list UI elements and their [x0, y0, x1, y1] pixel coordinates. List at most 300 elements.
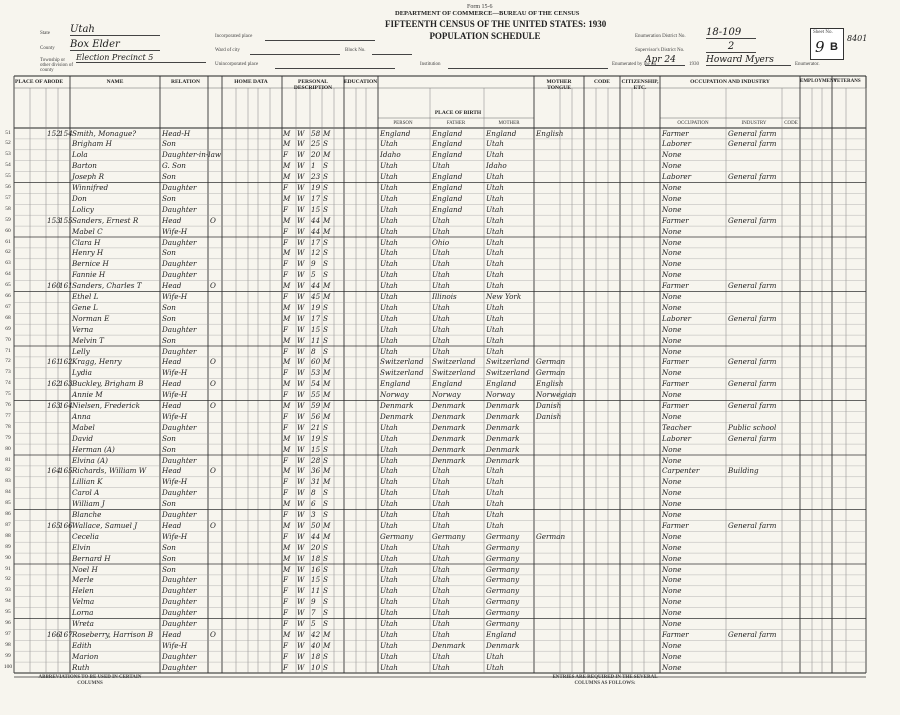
- race: W: [297, 444, 305, 454]
- marital-status: M: [323, 128, 331, 138]
- row-number: 86: [5, 511, 11, 517]
- industry: General farm: [728, 215, 777, 225]
- person-name: Lelly: [72, 346, 90, 356]
- race: W: [297, 270, 305, 280]
- sex: F: [283, 226, 288, 236]
- occupation-head: OCCUPATION: [677, 121, 709, 126]
- occupation: None: [662, 488, 682, 498]
- enumerated-label: Enumerated by me on: [612, 62, 657, 67]
- birthplace-father: Switzerland: [432, 357, 476, 367]
- occupation: None: [662, 597, 682, 607]
- department-title: DEPARTMENT OF COMMERCE—BUREAU OF THE CENSUS: [395, 10, 580, 17]
- occupation: None: [662, 390, 682, 400]
- age: 50: [311, 520, 321, 530]
- sex: M: [283, 433, 291, 443]
- occupation: Laborer: [662, 139, 692, 149]
- row-number: 78: [5, 423, 11, 430]
- sex: F: [283, 390, 288, 400]
- person-name: Brigham H: [72, 139, 112, 149]
- tenure: O: [210, 215, 216, 225]
- person-name: Annie M: [72, 390, 103, 400]
- birthplace-person: Utah: [380, 215, 398, 225]
- sex: M: [283, 161, 291, 171]
- age: 12: [311, 248, 321, 258]
- birthplace-father: Utah: [432, 597, 450, 607]
- race: W: [297, 466, 305, 476]
- dwelling-number: 165: [47, 520, 61, 530]
- birthplace-person: Denmark: [380, 401, 414, 410]
- birthplace-person: Utah: [380, 564, 398, 574]
- marital-status: S: [323, 499, 328, 509]
- person-name: Gene L: [72, 302, 98, 312]
- relation: Son: [162, 193, 176, 203]
- industry-head: INDUSTRY: [741, 121, 767, 126]
- marital-status: M: [323, 629, 331, 639]
- age: 19: [311, 433, 321, 443]
- occupation: None: [662, 411, 682, 421]
- person-name: Noel H: [72, 564, 98, 574]
- sex: F: [283, 575, 288, 585]
- relation: Head: [162, 281, 182, 291]
- person-name: Melvin T: [72, 335, 104, 345]
- age: 10: [311, 662, 321, 672]
- tenure: O: [210, 379, 216, 389]
- relation: Daughter: [162, 183, 197, 192]
- birthplace-person: Utah: [380, 553, 398, 563]
- race: W: [297, 237, 305, 247]
- birthplace-father: Denmark: [432, 401, 466, 410]
- marital-status: S: [323, 597, 328, 607]
- mother-tongue: English: [536, 128, 564, 138]
- marital-status: M: [323, 640, 331, 650]
- age: 40: [311, 640, 321, 650]
- race: W: [297, 488, 305, 498]
- sheet-letter: B: [830, 41, 838, 53]
- birthplace-father: Denmark: [432, 455, 466, 465]
- industry: Public school: [728, 422, 777, 432]
- supervisor-value: 2: [706, 41, 756, 53]
- form-number: Form 15-6: [467, 4, 493, 10]
- family-number: 155: [59, 215, 73, 225]
- relation: Son: [162, 313, 176, 323]
- birthplace-person: Utah: [380, 433, 398, 443]
- age: 11: [311, 586, 321, 596]
- birthplace-mother: Utah: [486, 488, 504, 498]
- person-name: Marion: [72, 651, 99, 661]
- township-value: Election Precinct 5: [76, 53, 206, 63]
- marital-status: S: [323, 183, 328, 192]
- relation: Son: [162, 172, 176, 182]
- relation: Daughter: [162, 237, 197, 247]
- relation: Head: [162, 379, 182, 389]
- birthplace-mother: Denmark: [486, 444, 520, 454]
- row-number: 85: [5, 500, 11, 507]
- person-name: Velma: [72, 597, 95, 607]
- race: W: [297, 629, 305, 639]
- birthplace-person: Utah: [380, 313, 398, 323]
- birthplace-father: Denmark: [432, 444, 466, 454]
- row-number: 68: [5, 314, 11, 321]
- birthplace-person: Utah: [380, 259, 398, 269]
- sex: M: [283, 193, 291, 203]
- sex: F: [283, 368, 288, 378]
- birthplace-father: Utah: [432, 553, 450, 563]
- birthplace-person: Utah: [380, 444, 398, 454]
- birthplace-mother: Utah: [486, 150, 504, 160]
- occupation: Farmer: [662, 379, 689, 389]
- industry: General farm: [728, 401, 777, 410]
- birthplace-father: Utah: [432, 608, 450, 618]
- birthplace-person: Utah: [380, 619, 398, 628]
- group-citizenship: CITIZENSHIP, ETC.: [621, 79, 659, 91]
- birthplace-person: Norway: [380, 390, 409, 400]
- race: W: [297, 281, 305, 291]
- row-number: 80: [5, 445, 11, 452]
- race: W: [297, 477, 305, 487]
- occupation: None: [662, 237, 682, 247]
- row-number: 87: [5, 521, 11, 528]
- marital-status: S: [323, 444, 328, 454]
- occupation: None: [662, 183, 682, 192]
- race: W: [297, 313, 305, 323]
- occupation: None: [662, 586, 682, 596]
- sex: F: [283, 510, 288, 519]
- relation: Head: [162, 357, 182, 367]
- birthplace-father: Utah: [432, 477, 450, 487]
- marital-status: S: [323, 553, 328, 563]
- incorporated-label: Incorporated place: [215, 34, 253, 39]
- birthplace-father: Ohio: [432, 237, 450, 247]
- birthplace-father: Utah: [432, 281, 450, 291]
- birthplace-mother: Utah: [486, 313, 504, 323]
- birthplace-mother: Utah: [486, 510, 504, 519]
- birthplace-person: Utah: [380, 226, 398, 236]
- enumerator-name: Howard Myers: [706, 55, 791, 66]
- birthplace-father: Germany: [432, 531, 466, 541]
- row-number: 74: [5, 380, 11, 387]
- marital-status: S: [323, 248, 328, 258]
- occupation: None: [662, 640, 682, 650]
- group-personal-description: PERSONAL DESCRIPTION: [293, 79, 333, 91]
- relation: Son: [162, 433, 176, 443]
- birthplace-person: Utah: [380, 139, 398, 149]
- sex: F: [283, 237, 288, 247]
- sex: F: [283, 204, 288, 214]
- age: 15: [311, 444, 321, 454]
- industry: General farm: [728, 172, 777, 182]
- birthplace-mother: Utah: [486, 324, 504, 334]
- marital-status: S: [323, 204, 328, 214]
- person-name: Mabel: [72, 422, 95, 432]
- occupation: None: [662, 270, 682, 280]
- row-number: 56: [5, 184, 11, 190]
- row-number: 60: [5, 227, 11, 234]
- group-name: NAME: [106, 79, 124, 85]
- person-name: Roseberry, Harrison B: [72, 629, 154, 639]
- relation: Daughter: [162, 204, 197, 214]
- race: W: [297, 597, 305, 607]
- institution-label: Institution: [420, 62, 441, 67]
- marital-status: S: [323, 302, 328, 312]
- person-name: Merle: [72, 575, 94, 585]
- age: 18: [311, 553, 321, 563]
- race: W: [297, 183, 305, 192]
- row-number: 93: [5, 587, 11, 594]
- age: 28: [311, 455, 321, 465]
- row-number: 88: [5, 532, 11, 539]
- race: W: [297, 662, 305, 672]
- race: W: [297, 619, 305, 628]
- group-place-of-abode: PLACE OF ABODE: [14, 79, 64, 85]
- sex: M: [283, 520, 291, 530]
- age: 17: [311, 237, 321, 247]
- person-name: Bernice H: [72, 259, 109, 269]
- relation: Daughter: [162, 324, 197, 334]
- person-name: Lola: [72, 150, 88, 160]
- row-number: 96: [5, 620, 11, 626]
- occupation: Laborer: [662, 313, 692, 323]
- tenure: O: [210, 520, 216, 530]
- birthplace-mother: Germany: [486, 575, 520, 585]
- race: W: [297, 586, 305, 596]
- dwelling-number: 161: [47, 357, 61, 367]
- relation: Daughter: [162, 510, 197, 519]
- sex: M: [283, 335, 291, 345]
- occupation: Carpenter: [662, 466, 700, 476]
- row-number: 100: [3, 663, 13, 670]
- relation: Son: [162, 248, 176, 258]
- age: 36: [311, 466, 321, 476]
- birthplace-person: England: [380, 128, 411, 138]
- relation: Wife-H: [162, 390, 188, 400]
- relation: Daughter: [162, 488, 197, 498]
- institution-line: [448, 61, 608, 69]
- birthplace-person: Utah: [380, 248, 398, 258]
- marital-status: M: [323, 215, 331, 225]
- enum-district-value: 18-109: [706, 27, 756, 39]
- race: W: [297, 226, 305, 236]
- birthplace-father: England: [432, 172, 463, 182]
- race: W: [297, 248, 305, 258]
- marital-status: M: [323, 379, 331, 389]
- occupation: None: [662, 499, 682, 509]
- race: W: [297, 161, 305, 171]
- person-name: Cecelia: [72, 531, 99, 541]
- birthplace-father: Utah: [432, 466, 450, 476]
- age: 17: [311, 313, 321, 323]
- row-number: 54: [5, 162, 11, 169]
- tenure: O: [210, 357, 216, 367]
- sex: F: [283, 531, 288, 541]
- row-number: 52: [5, 140, 11, 147]
- birthplace-person: Utah: [380, 237, 398, 247]
- row-number: 75: [5, 391, 11, 398]
- tenure: O: [210, 401, 216, 410]
- birthplace-father: Utah: [432, 510, 450, 519]
- age: 3: [311, 510, 316, 519]
- birthplace-person: Utah: [380, 193, 398, 203]
- relation: Daughter: [162, 259, 197, 269]
- marital-status: M: [323, 226, 331, 236]
- ward-label: Ward of city: [215, 48, 240, 53]
- dwelling-number: 163: [47, 401, 61, 410]
- marital-status: S: [323, 193, 328, 203]
- mother-tongue: Norwegian: [536, 390, 577, 400]
- occupation: None: [662, 651, 682, 661]
- relation: Son: [162, 302, 176, 312]
- birthplace-person: Utah: [380, 477, 398, 487]
- relation: Head: [162, 520, 182, 530]
- dwelling-number: 162: [47, 379, 61, 389]
- unincorporated-line: [275, 61, 395, 69]
- age: 15: [311, 204, 321, 214]
- race: W: [297, 324, 305, 334]
- state-value: Utah: [70, 24, 160, 36]
- person-name: Ruth: [72, 662, 90, 672]
- person-name: Don: [72, 193, 87, 203]
- race: W: [297, 411, 305, 421]
- industry: Building: [728, 466, 759, 476]
- sex: F: [283, 608, 288, 618]
- race: W: [297, 401, 305, 410]
- birthplace-person: Utah: [380, 542, 398, 552]
- group-home-data: HOME DATA: [234, 79, 268, 85]
- birthplace-mother: Utah: [486, 204, 504, 214]
- age: 25: [311, 139, 321, 149]
- group-employment: EMPLOYMENT: [800, 79, 837, 84]
- race: W: [297, 433, 305, 443]
- marital-status: S: [323, 422, 328, 432]
- age: 6: [311, 499, 316, 509]
- birthplace-mother: Denmark: [486, 455, 520, 465]
- dwelling-number: 152: [47, 128, 61, 138]
- person-name: Wreta: [72, 619, 94, 628]
- birthplace-mother: England: [486, 629, 517, 639]
- industry: General farm: [728, 128, 777, 138]
- enum-district-label: Enumeration District No.: [635, 34, 686, 39]
- age: 20: [311, 150, 321, 160]
- group-mother-tongue: MOTHER TONGUE: [546, 79, 572, 91]
- relation: G. Son: [162, 161, 186, 171]
- person-name: Buckley, Brigham B: [72, 379, 144, 389]
- birthplace-person: Utah: [380, 281, 398, 291]
- birthplace-mother: England: [486, 379, 517, 389]
- birthplace-father: England: [432, 128, 463, 138]
- marital-status: S: [323, 488, 328, 498]
- occupation: None: [662, 564, 682, 574]
- marital-status: S: [323, 608, 328, 618]
- relation: Daughter: [162, 270, 197, 280]
- birthplace-mother: Utah: [486, 226, 504, 236]
- age: 55: [311, 390, 321, 400]
- person-name: Norman E: [72, 313, 110, 323]
- tenure: O: [210, 629, 216, 639]
- birthplace-father: Utah: [432, 520, 450, 530]
- relation: Wife-H: [162, 411, 188, 421]
- sex: M: [283, 629, 291, 639]
- occupation: None: [662, 226, 682, 236]
- birthplace-mother: Utah: [486, 662, 504, 672]
- age: 15: [311, 324, 321, 334]
- person-name: Clara H: [72, 237, 101, 247]
- relation: Wife-H: [162, 531, 188, 541]
- birthplace-mother: Utah: [486, 335, 504, 345]
- row-number: 71: [5, 347, 11, 354]
- marital-status: S: [323, 455, 328, 465]
- birthplace-mother: Denmark: [486, 422, 520, 432]
- person-name: Henry H: [72, 248, 104, 258]
- age: 44: [311, 215, 321, 225]
- relation: Head: [162, 629, 182, 639]
- race: W: [297, 542, 305, 552]
- sex: M: [283, 313, 291, 323]
- sex: F: [283, 586, 288, 596]
- sex: F: [283, 270, 288, 280]
- age: 56: [311, 411, 321, 421]
- sex: M: [283, 379, 291, 389]
- birthplace-person: Switzerland: [380, 357, 424, 367]
- person-name: Sanders, Ernest R: [72, 215, 139, 225]
- occupation: None: [662, 193, 682, 203]
- person-name: Wallace, Samuel J: [72, 520, 138, 530]
- row-number: 53: [5, 151, 11, 158]
- tenure: O: [210, 281, 216, 291]
- occupation: None: [662, 608, 682, 618]
- relation: Son: [162, 553, 176, 563]
- birthplace-father: Norway: [432, 390, 461, 400]
- marital-status: M: [323, 520, 331, 530]
- row-number: 64: [5, 271, 11, 278]
- birthplace-mother: Switzerland: [486, 368, 530, 378]
- birthplace-person: England: [380, 379, 411, 389]
- birthplace-father: Utah: [432, 499, 450, 509]
- county-label: County: [40, 46, 55, 51]
- year: 1930: [689, 62, 699, 67]
- row-number: 62: [5, 249, 11, 256]
- birthplace-father: Utah: [432, 346, 450, 356]
- relation: Son: [162, 335, 176, 345]
- sex: F: [283, 150, 288, 160]
- occupation: None: [662, 324, 682, 334]
- birthplace-father: England: [432, 150, 463, 160]
- occ-code-head: CODE: [784, 121, 798, 126]
- person-name: Fannie H: [72, 270, 106, 280]
- person-name: Blanche: [72, 510, 102, 519]
- marital-status: S: [323, 619, 328, 628]
- race: W: [297, 357, 305, 367]
- marital-status: S: [323, 575, 328, 585]
- row-number: 94: [5, 598, 11, 605]
- birthplace-person: Utah: [380, 597, 398, 607]
- sex: M: [283, 357, 291, 367]
- race: W: [297, 368, 305, 378]
- relation: Wife-H: [162, 292, 188, 301]
- row-number: 70: [5, 336, 11, 343]
- race: W: [297, 259, 305, 269]
- marital-status: S: [323, 564, 328, 574]
- row-number: 63: [5, 260, 11, 267]
- birthplace-person: Utah: [380, 302, 398, 312]
- occupation: None: [662, 161, 682, 171]
- family-number: 165: [59, 466, 73, 476]
- race: W: [297, 520, 305, 530]
- age: 19: [311, 302, 321, 312]
- birthplace-father: Utah: [432, 651, 450, 661]
- birthplace-mother: Utah: [486, 139, 504, 149]
- person-name: Mabel C: [72, 226, 103, 236]
- sex: F: [283, 640, 288, 650]
- marital-status: M: [323, 150, 331, 160]
